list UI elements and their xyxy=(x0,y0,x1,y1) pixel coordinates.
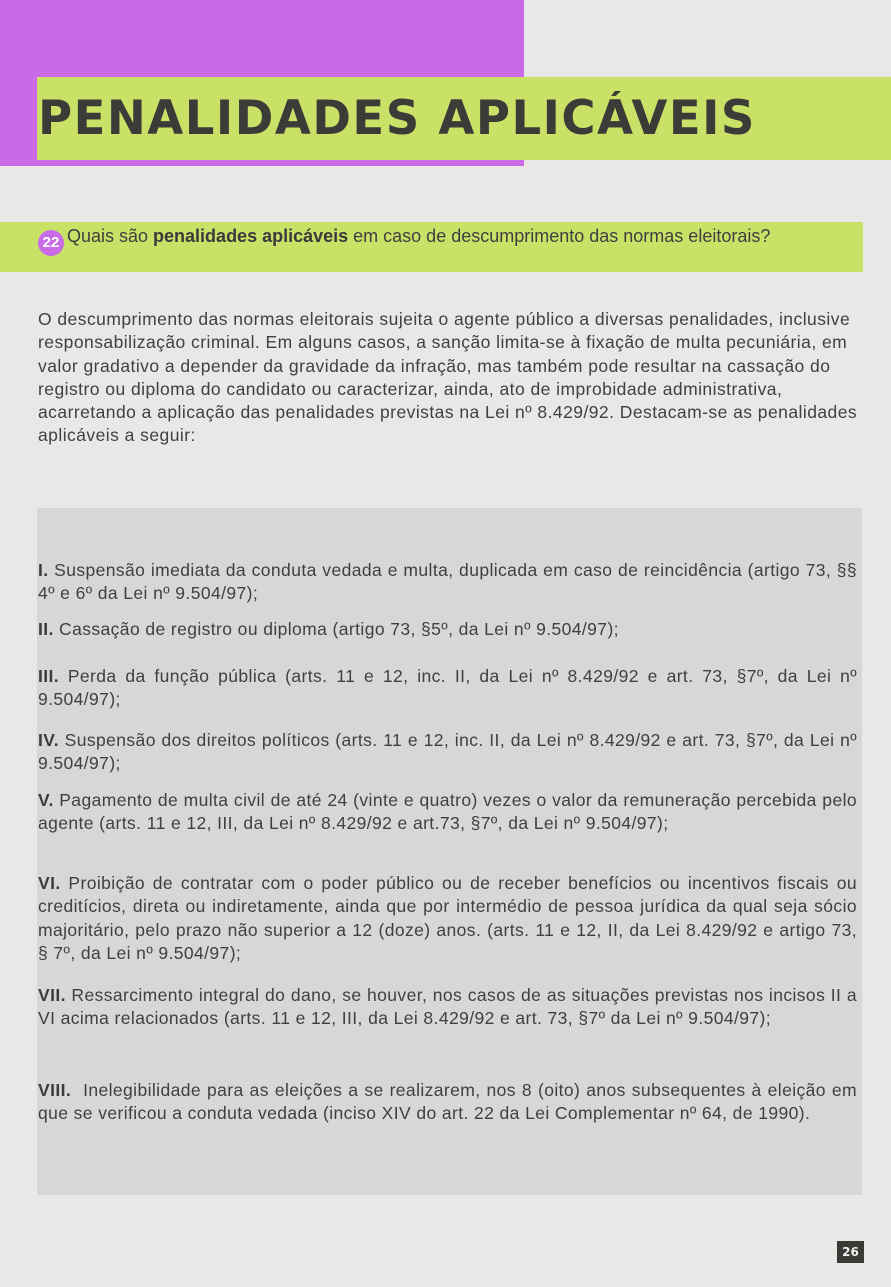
penalty-text: Proibição de contratar com o poder público ou de receber benefícios ou incentivos fiscais ou creditícios, direta ou indiretamente, ainda que por intermédio de pessoa jurídica da qual seja sócio majoritário, pelo prazo não superior a 12 (doze) anos. (arts. 11 e 12, II, da Lei 8.429/92 e artigo 73, § 7º, da Lei nº 9.504/97); xyxy=(38,873,857,963)
penalty-text: Suspensão dos direitos políticos (arts. 11 e 12, inc. II, da Lei nº 8.429/92 e art. 73, §7º, da Lei nº 9.504/97); xyxy=(38,730,857,774)
question-text-bold: penalidades aplicáveis xyxy=(153,226,349,246)
penalty-numeral: VI. xyxy=(38,873,61,893)
penalty-numeral: V. xyxy=(38,790,54,810)
penalty-item-6 xyxy=(38,872,857,965)
intro-paragraph: O descumprimento das normas eleitorais sujeita o agente público a diversas penalidades, inclusive responsabilização criminal. Em alguns casos, a sanção limita-se à fixação de multa pecuniária, em valor gradativo a depender da gravidade da infração, mas também pode resultar na cassação do registro ou diploma do candidato ou caracterizar, ainda, ato de improbidade administrativa, acarretando a aplicação das penalidades previstas na Lei nº 8.429/92. Destacam-se as penalidades aplicáveis a seguir: xyxy=(38,309,858,446)
penalty-numeral: I. xyxy=(38,560,49,580)
penalty-item-2 xyxy=(38,618,857,641)
penalty-numeral: IV. xyxy=(38,730,59,750)
page-title: PENALIDADES APLICÁVEIS xyxy=(38,91,756,146)
penalty-item-1 xyxy=(38,559,857,606)
question-text-after: em caso de descumprimento das normas eleitorais? xyxy=(348,226,771,246)
penalty-text: Perda da função pública (arts. 11 e 12, inc. II, da Lei nº 8.429/92 e art. 73, §7º, da Lei nº 9.504/97); xyxy=(38,666,857,710)
penalty-numeral: VII. xyxy=(38,985,66,1005)
penalty-text: Pagamento de multa civil de até 24 (vinte e quatro) vezes o valor da remuneração percebida pelo agente (arts. 11 e 12, III, da Lei nº 8.429/92 e art.73, §7º, da Lei nº 9.504/97); xyxy=(38,790,857,834)
penalty-text: Cassação de registro ou diploma (artigo 73, §5º, da Lei nº 9.504/97); xyxy=(53,619,619,639)
penalty-item-3 xyxy=(38,665,857,712)
penalty-text: Ressarcimento integral do dano, se houver, nos casos de as situações previstas nos incisos II a VI acima relacionados (arts. 11 e 12, III, da Lei 8.429/92 e art. 73, §7º da Lei nº 9.504/97); xyxy=(38,985,857,1029)
page-number-badge: 26 xyxy=(837,1241,864,1263)
penalty-numeral: III. xyxy=(38,666,60,686)
penalty-item-5 xyxy=(38,789,857,836)
question-heading xyxy=(38,225,838,256)
penalty-text: Suspensão imediata da conduta vedada e multa, duplicada em caso de reincidência (artigo 73, §§ 4º e 6º da Lei nº 9.504/97); xyxy=(38,560,857,604)
penalty-numeral: II. xyxy=(38,619,54,639)
penalty-item-4 xyxy=(38,729,857,776)
question-number-badge: 22 xyxy=(38,230,64,256)
penalty-numeral: VIII. xyxy=(38,1080,72,1100)
question-text-before: Quais são xyxy=(67,226,154,246)
penalty-item-7 xyxy=(38,984,857,1031)
penalty-text: Inelegibilidade para as eleições a se realizarem, nos 8 (oito) anos subsequentes à eleição em que se verificou a conduta vedada (inciso XIV do art. 22 da Lei Complementar nº 64, de 1990). xyxy=(38,1080,863,1124)
penalty-item-8 xyxy=(38,1079,863,1126)
